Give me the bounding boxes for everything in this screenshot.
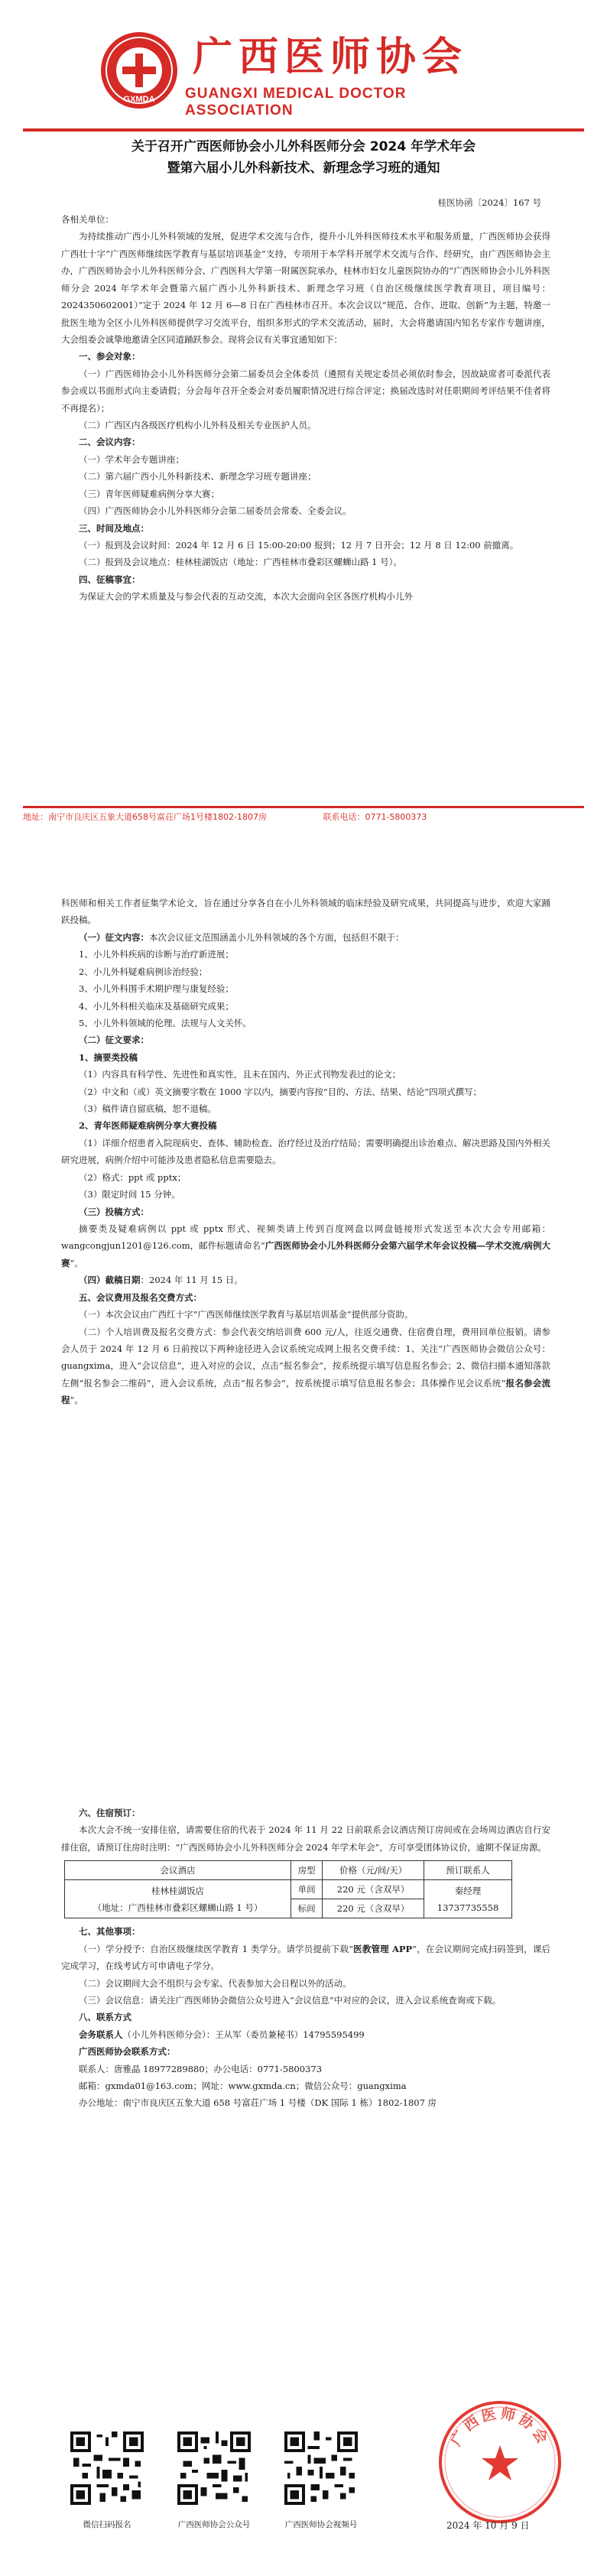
app-name: 医教管理 APP [353,1943,413,1954]
topic-1: 1、小儿外科疾病的诊断与治疗新进展； [79,949,234,960]
section-attendees-heading: 一、参会对象： [79,351,141,362]
room-type: 标间 [291,1899,323,1918]
fee-item-2: （二）个人培训费及报名交费方式：参会代表交纳培训费 600 元/人，往返交通费、住宿费自理，费用回单位报销。请参会人员于 2024 年 12 月 6 日前按以下两种途径进入会议系统完成网上报名交费手续：1、关注“广西医师协会微信公众号：guangxima，进入“会议信息”，进入对应的会议，点击“报名参会”，按系统提示填写信息报名参会；2、微信扫描本通知落款左侧“报名参会二维码”，进入会议系统，点击“报名参会”，按系统提示填写信息报名参会；具体操作见会议系统“报名参会流程”。 [61,1326,551,1406]
contact-line-1: 会务联系人（小儿外科医师分会）：王从军（委员兼秘书）14795595499 [79,2029,365,2040]
footer-address: 地址：南宁市良庆区五象大道658号富荘广场1号楼1802-1807房 [23,812,267,822]
col-contact: 预订联系人 [424,1861,512,1880]
topic-5: 5、小儿外科领域的伦理、法规与人文关怀。 [79,1017,252,1028]
issue-date: 2024 年 10 月 9 日 [446,2520,530,2531]
page3-body [61,1804,550,2112]
papers-intro-b: 科医师和相关工作者征集学术论文，旨在通过分享各自在小儿外科领域的临床经验及研究成果，共同提高与进步，欢迎大家踊跃投稿。 [61,898,550,926]
contact-line-2: 广西医师协会联系方式： [79,2046,176,2058]
table-row [65,1880,512,1899]
abstract-heading: 1、摘要类投稿 [79,1051,138,1063]
room-price: 220 元（含双早） [323,1899,424,1918]
col-room: 房型 [291,1861,323,1880]
topic-3: 3、小儿外科围手术期护理与康复经验； [79,983,234,995]
other-item-3: （三）会议信息：请关注广西医师协会微信公众号进入“会议信息”中对应的会议，进入会议系统查询或下载。 [79,1994,502,2006]
official-seal [437,2399,563,2525]
case-req-2: （2）格式：ppt 或 pptx； [79,1171,187,1183]
time-item-1: （一）报到及会议时间：2024 年 12 月 6 日 15:00-20:00 报到；12 月 7 日开会；12 月 8 日 12:00 前撤离。 [79,540,519,551]
intro-paragraph: 为持续推动广西小儿外科领域的发展，促进学术交流与合作，提升小儿外科医师技术水平和服务质量，广西医师协会获得广西壮十字“广西医师继续医学教育与基层培训基金”支持，专项用于本学科开展学术交流与合作、经研究，由广西医师协会主办，广西医师协会小儿外科医师分会、广西医科大学第一附属医院承办，桂林市妇女儿童医院协办的“广西医师协会小儿外科医师分会 2024 年学术年会暨第六届广西小儿外科新技术、新理念学习班（自治区级继续医学教育项目，项目编号：2024350602001）”定于 2024 年 12 月 6—8 日在广西桂林市召开。本次会议以“规范、合作、进取、创新”为主题，特邀一批医生地为全区小儿外科医师提供学习交流平台，组织多形式的学术交流活动，届时，大会将邀请国内知名专家作专题讲座，大会组委会诚挚地邀请全区同道踊跃参会。现将会议有关事宜通知如下： [61,231,550,345]
case-req-1: （1）详细介绍患者入院现病史、查体、辅助检查、治疗经过及治疗结局；需要明确提出诊治难点、解决思路及国内外相关研究进展，病例介绍中可能涉及患者隐私信息需要隐去。 [61,1137,550,1166]
case-req-3: （3）限定时间 15 分钟。 [79,1189,180,1200]
hotel-table [64,1860,512,1918]
email-subject-format: 广西医师协会小儿外科医师分会第六届学术年会议投稿—学术交流/病例大赛 [61,1240,550,1269]
registration-qr-code[interactable] [70,2431,144,2505]
submission-method: 摘要类及疑难病例以 ppt 或 pptx 形式、视频类请上传到百度网盘以网盘链接形式发送至本次大会专用邮箱：wangcongjun1201@126.com，邮件标题请命名“广西医师协会小儿外科医师分会第六届学术年会议投稿—学术交流/病例大赛”。 [61,1223,550,1269]
section-lodging-heading: 六、住宿预订： [79,1808,141,1818]
contact-line-5: 办公地址：南宁市良庆区五象大道 658 号富荘广场 1 号楼（DK 国际 1 栋）1802-1807 房 [79,2097,437,2109]
room-price: 220 元（含双早） [323,1880,424,1899]
document-title [0,136,607,179]
topic-4: 4、小儿外科相关临床及基础研究成果； [79,1000,234,1012]
section-other-heading: 七、其他事项： [79,1926,141,1938]
papers-sub1-text: 本次会议征文范围涵盖小儿外科领域的各个方面，包括但不限于： [149,931,404,943]
footer-divider [23,806,584,808]
attendees-item-2: （二）广西区内各级医疗机构小儿外科及相关专业医护人员。 [79,420,316,431]
section-papers-heading: 四、征稿事宜： [79,573,141,585]
association-logo [99,31,179,110]
hotel-cell: 桂林桂湖饭店 （地址：广西桂林市叠彩区螺蛳山路 1 号） [65,1880,291,1918]
section-content-heading: 二、会议内容： [79,437,141,448]
section-time-heading: 三、时间及地点： [79,522,149,534]
deadline [61,1272,550,1288]
letterhead-footer [23,806,584,823]
attendees-item-1: （一）广西医师协会小儿外科医师分会第二届委员会全体委员（遴照有关规定委员必须依时参会，因故缺席者可委派代表参会或以书面形式向主委请假；分会每年召开全委会对委员履职情况进行综合评定；换届改选时对任职期间考评结果不佳者将不再提名）； [61,368,550,414]
content-item-3: （三）青年医师疑难病例分享大赛； [79,488,219,499]
other-item-1: （一）学分授予：自治区级继续医学教育 1 类学分。请学员提前下载“医教管理 APP”，在会议期间完成扫码签到，课后完成学习，在线考试方可申请电子学分。 [61,1943,550,1972]
header-divider [23,128,584,132]
abstract-req-3: （3）稿件请自留底稿，恕不退稿。 [79,1103,216,1115]
hotel-table-header [65,1861,512,1880]
case-heading: 2、青年医师疑难病例分享大赛投稿 [79,1120,217,1132]
footer-phone: 联系电话：0771-5800373 [323,812,427,822]
papers-sub1-heading: （一）征文内容： [79,931,149,943]
abstract-req-1: （1）内容具有科学性、先进性和真实性，且未在国内、外正式刊物发表过的论文； [79,1069,401,1080]
contact-line-4: 邮箱：gxmda01@163.com；网址：www.gxmda.cn；微信公众号：guangxima [79,2081,407,2092]
page1-body [61,211,550,606]
title-line-1: 关于召开广西医师协会小儿外科医师分会 2024 年学术年会 [131,139,476,154]
content-item-2: （二）第六届广西小儿外科新技术、新理念学习班专题讲座； [79,471,316,482]
contact-line-3: 联系人：唐雅晶 18977289880；办公电话：0771-5800373 [79,2063,323,2074]
svg-text:广西医师协会: 广西医师协会 [447,2405,553,2449]
content-item-4: （四）广西医师协会小儿外科医师分会第二届委员会常委、全委会议。 [79,505,352,517]
other-item-2: （二）会议期间大会不组织与会专家、代表参加大会日程以外的活动。 [79,1977,352,1989]
registration-guide: 报名参会流程 [61,1377,551,1406]
deadline-heading: （四）截稿日期 [79,1275,141,1286]
papers-sub2-heading: （二）征文要求： [79,1035,149,1046]
video-account-qr-code[interactable] [284,2431,358,2505]
section-fee-heading: 五、会议费用及报名交费方式： [79,1291,202,1303]
page2-body [61,895,550,1409]
time-item-2: （二）报到及会议地点：桂林桂湖饭店（地址：广西桂林市叠彩区螺蛳山路 1 号）。 [79,557,402,568]
brand-chinese-name: 广西医师协会 [193,34,469,80]
qr-label-video-account: 广西医师协会视频号 [284,2520,358,2529]
svg-text:GXMDA: GXMDA [123,95,155,104]
lodging-text: 本次大会不统一安排住宿，请需要住宿的代表于 2024 年 11 月 22 日前联系会议酒店预订房间或在会场周边酒店自行安排住宿，请预订住房时注明：“广西医师协会小儿外科医师分会 2024 年学术年会”，方可享受团体协议价，逾期不保证房源。 [61,1824,550,1853]
col-hotel: 会议酒店 [65,1861,291,1880]
papers-sub1 [61,929,550,946]
document-number: 桂医协函〔2024〕167 号 [437,197,541,208]
qr-label-official-account: 广西医师协会公众号 [177,2520,251,2529]
room-type: 单间 [291,1880,323,1899]
fee-item-1: （一）本次会议由广西红十字“广西医师继续医学教育与基层培训基金”提供部分资助。 [79,1309,414,1320]
official-account-qr-code[interactable] [177,2431,251,2505]
qr-label-registration: 微信扫码报名 [83,2520,131,2529]
brand-english-name: GUANGXI MEDICAL DOCTOR ASSOCIATION [185,86,407,119]
section-contact-heading: 八、联系方式 [79,2012,131,2023]
abstract-req-2: （2）中文和（或）英文摘要字数在 1000 字以内，摘要内容按“目的、方法、结果、结论”四项式撰写； [79,1086,482,1097]
salutation: 各相关单位： [61,214,114,225]
deadline-text: ：2024 年 11 月 15 日。 [140,1275,243,1286]
letterhead [99,31,512,122]
topic-2: 2、小儿外科疑难病例诊治经验； [79,966,208,977]
content-item-1: （一）学术年会专题讲座； [79,453,184,465]
contact-cell: 秦经理 13737735558 [424,1880,512,1918]
col-price: 价格（元/间/天） [323,1861,424,1880]
papers-intro-a: 为保证大会的学术质量及与参会代表的互动交流，本次大会面向全区各医疗机构小儿外 [79,591,413,603]
papers-sub3-heading: （三）投稿方式： [79,1206,149,1217]
title-line-2: 暨第六届小儿外科新技术、新理念学习班的通知 [167,161,440,176]
